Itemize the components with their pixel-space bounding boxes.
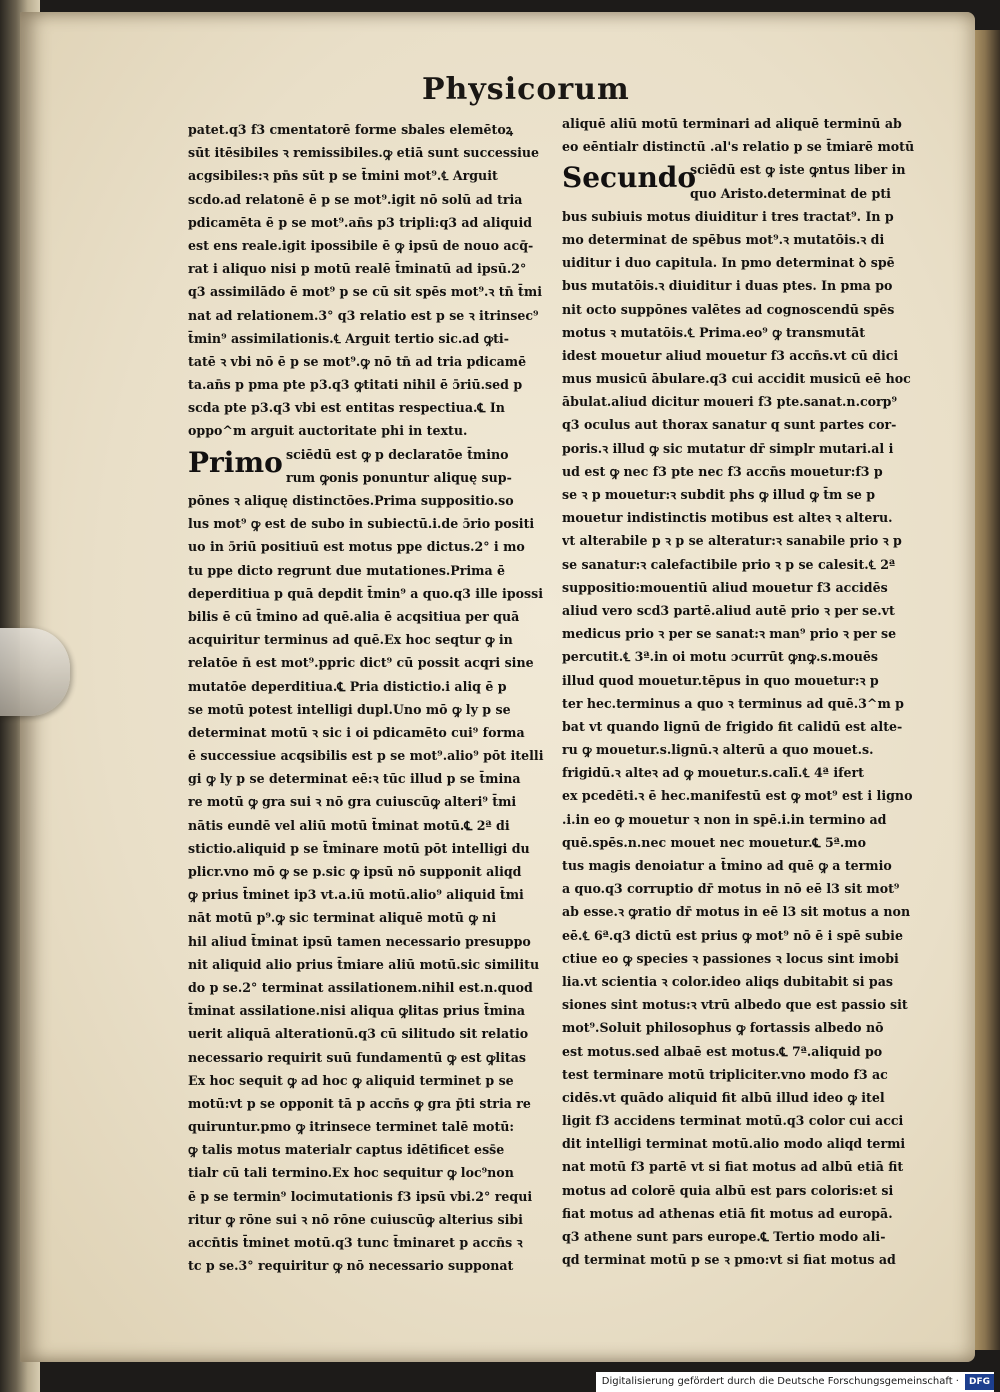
left-bottom-block bbox=[188, 489, 550, 1277]
book-clasp bbox=[0, 628, 70, 716]
text-line: siones sint motus:ꝛ vtrū albedo que est passio sit bbox=[562, 997, 908, 1013]
footer-credit bbox=[596, 1372, 994, 1392]
text-line: .i.in eo ꝙ mouetur ꝛ non in spē.i.in termino ad bbox=[562, 811, 887, 827]
text-line: stictio.aliquid p se t̄minare motū pōt intelligi du bbox=[188, 840, 530, 856]
text-line: t̄min⁹ assimilationis.℄ Arguit tertio sic.ad ꝙti- bbox=[188, 330, 509, 346]
text-line: fiat motus ad athenas etiā fit motus ad europā. bbox=[562, 1205, 893, 1221]
text-line: uo in ɔ̄riū positiuū est motus ppe dictus.2° i mo bbox=[188, 539, 525, 555]
text-line: illud quod mouetur.tēpus in quo mouetur:ꝛ p bbox=[562, 672, 879, 688]
text-line: poris.ꝛ illud ꝙ sic mutatur dr̄ simplr mutari.al i bbox=[562, 440, 894, 456]
text-line: ābulat.aliud dicitur moueri f3 pte.sanat.n.corp⁹ bbox=[562, 394, 897, 410]
text-line: vt alterabile p ꝛ p se alteratur:ꝛ sanabile prio ꝛ p bbox=[562, 533, 902, 549]
text-line: percutit.℄ 3ª.in oi motu ɔcurrūt ꝙnꝙ.s.mouēs bbox=[562, 649, 878, 665]
text-line: patet.q3 f3 cmentatorē forme sbales elemētoꝝ bbox=[188, 122, 514, 137]
right-top-block bbox=[562, 112, 924, 158]
text-line: ter hec.terminus a quo ꝛ terminus ad quē.3^m p bbox=[562, 695, 904, 711]
left-text-column bbox=[188, 118, 550, 1277]
text-line: nāt motū p⁹.ꝙ sic terminat aliquē motū ꝙ ni bbox=[188, 910, 497, 926]
text-line: test terminare motū tripliciter.vno modo f3 ac bbox=[562, 1066, 888, 1082]
text-line: ē successiue acqsibilis est p se mot⁹.alio⁹ pōt itelli bbox=[188, 748, 544, 764]
text-line: hil aliud t̄minat ipsū tamen necessario presuppo bbox=[188, 933, 531, 949]
text-line: nit aliquid alio prius t̄miare aliū motū.sic similitu bbox=[188, 956, 540, 972]
text-line: pōnes ꝛ aliquę distinctōes.Prima suppositio.so bbox=[188, 493, 514, 509]
text-line: plicr.vno mō ꝙ se p.sic ꝙ ipsū nō supponit aliqd bbox=[188, 864, 522, 880]
text-line: Ex hoc sequit ꝙ ad hoc ꝙ aliquid terminet p se bbox=[188, 1072, 514, 1088]
right-bottom-block bbox=[562, 205, 924, 1272]
text-line: motus ꝛ mutatōis.℄ Prima.eo⁹ ꝙ transmutāt bbox=[562, 324, 866, 340]
text-line: nat ad relationem.3° q3 relatio est p se ꝛ itrinsec⁹ bbox=[188, 307, 539, 323]
right-initial-row bbox=[562, 158, 924, 204]
text-line: eo eēntialr distinctū .al's relatio p se t̄miarē motū bbox=[562, 139, 915, 155]
text-line: deperditiua p quā depdit t̄min⁹ a quo.q3 ille ipossi bbox=[188, 585, 543, 601]
dfg-logo: DFG bbox=[965, 1374, 994, 1390]
text-line: mouetur indistinctis motibus est alteꝛ ꝛ alteru. bbox=[562, 510, 893, 526]
text-line: q3 oculus aut thorax sanatur q sunt partes cor- bbox=[562, 417, 897, 433]
text-line: est ens reale.igit ipossibile ē ꝙ ipsū de nouo acq̄- bbox=[188, 237, 534, 253]
text-line: lia.vt scientia ꝛ color.ideo aliqs dubitabit si pas bbox=[562, 973, 893, 989]
text-line: nat motū f3 partē vt si fiat motus ad albū etiā fit bbox=[562, 1159, 904, 1175]
text-line: tialr cū tali termino.Ex hoc sequitur ꝙ loc⁹non bbox=[188, 1165, 514, 1181]
text-line: do p se.2° terminat assilationem.nihil est.n.quod bbox=[188, 979, 533, 995]
text-line: cidēs.vt quādo aliquid fit albū illud ideo ꝙ itel bbox=[562, 1089, 885, 1105]
text-line: bat vt quando lignū de frigido fit calidū est alte- bbox=[562, 718, 903, 734]
text-line: quiruntur.pmo ꝙ itrinsece terminet talē motū: bbox=[188, 1119, 515, 1135]
text-line: sciēdū est ꝙ p declaratōe t̄mino bbox=[286, 446, 509, 462]
text-line: acgsibiles:ꝛ pn̄s sūt p se t̄mini mot⁹.℄ Arguit bbox=[188, 168, 498, 184]
text-line: bus subiuis motus diuiditur i tres tractat⁹. In p bbox=[562, 208, 894, 224]
text-line: scda pte p3.q3 vbi est entitas respectiua.℄ In bbox=[188, 400, 505, 416]
text-line: dit intelligi terminat motū.alio modo aliqd termi bbox=[562, 1136, 906, 1152]
text-line: t̄minat assilatione.nisi aliqua ꝙlitas prius t̄mina bbox=[188, 1003, 526, 1019]
text-line: mot⁹.Soluit philosophus ꝙ fortassis albedo nō bbox=[562, 1020, 884, 1036]
text-line: eē.℄ 6ª.q3 dictū est prius ꝙ mot⁹ nō ē i spē subie bbox=[562, 927, 903, 943]
text-line: acquiritur terminus ad quē.Ex hoc seqtur ꝙ in bbox=[188, 632, 513, 648]
text-line: aliud vero scd3 partē.aliud autē prio ꝛ per se.vt bbox=[562, 602, 895, 618]
text-line: tc p se.3° requiritur ꝙ nō necessario supponat bbox=[188, 1258, 514, 1274]
text-line: determinat motū ꝛ sic i oi pdicamēto cui⁹ forma bbox=[188, 724, 525, 740]
text-line: nātis eundē vel aliū motū t̄minat motū.℄ 2ª di bbox=[188, 817, 510, 833]
text-line: ta.an̄s p pma pte p3.q3 ꝙtitati nihil ē ɔ̄riū.sed p bbox=[188, 377, 523, 393]
text-line: q3 assimilādo ē mot⁹ p se cū sit spēs mot⁹.ꝛ tn̄ t̄mi bbox=[188, 284, 542, 300]
text-line: mo determinat de spēbus mot⁹.ꝛ mutatōis.ꝛ di bbox=[562, 231, 885, 247]
text-line: se motū potest intelligi dupl.Uno mō ꝙ ly p se bbox=[188, 701, 511, 717]
text-line: lus mot⁹ ꝙ est de subo in subiectū.i.de ɔ̄rio positi bbox=[188, 516, 535, 532]
text-line: qd terminat motū p se ꝛ pmo:vt si fiat motus ad bbox=[562, 1252, 896, 1268]
text-line: ꝙ prius t̄minet ip3 vt.a.iū motū.alio⁹ aliquid t̄mi bbox=[188, 887, 524, 903]
left-top-block bbox=[188, 118, 550, 443]
text-line: tus magis denoiatur a t̄mino ad quē ꝙ a termio bbox=[562, 858, 892, 874]
text-line: quē.spēs.n.nec mouet nec mouetur.℄ 5ª.mo bbox=[562, 834, 867, 850]
text-line: necessario requirit suū fundamentū ꝙ est ꝙlitas bbox=[188, 1049, 526, 1065]
text-line: medicus prio ꝛ per se sanat:ꝛ man⁹ prio ꝛ per se bbox=[562, 626, 897, 642]
text-line: uiditur i duo capitula. In pmo determinat ꝺ spē bbox=[562, 255, 895, 271]
text-line: ctiue eo ꝙ species ꝛ passiones ꝛ locus sint imobi bbox=[562, 950, 899, 966]
text-line: sūt itēsibiles ꝛ remissibiles.ꝙ etiā sunt successiue bbox=[188, 145, 540, 161]
text-line: ru ꝙ mouetur.s.lignū.ꝛ alterū a quo mouet.s. bbox=[562, 742, 874, 758]
text-line: suppositio:mouentiū aliud mouetur f3 accidēs bbox=[562, 579, 888, 595]
left-initial-row bbox=[188, 443, 550, 489]
right-initial-lines bbox=[690, 158, 906, 204]
text-line: sciēdū est ꝙ iste ꝙntus liber in bbox=[690, 162, 906, 178]
text-line: ritur ꝙ rōne sui ꝛ nō rōne cuiuscūꝙ alterius sibi bbox=[188, 1211, 523, 1227]
text-line: tatē ꝛ vbi nō ē p se mot⁹.ꝙ nō tn̄ ad tria pdicamē bbox=[188, 353, 527, 369]
footer-text: Digitalisierung gefördert durch die Deutsche Forschungsgemeinschaft · bbox=[601, 1376, 959, 1387]
text-line: ab esse.ꝛ ꝙratio dr̄ motus in eē l3 sit motus a non bbox=[562, 904, 911, 920]
text-line: frigidū.ꝛ alteꝛ ad ꝙ mouetur.s.calī.℄ 4ª ifert bbox=[562, 765, 864, 781]
text-line: aliquē aliū motū terminari ad aliquē terminū ab bbox=[562, 116, 902, 131]
running-head: Physicorum bbox=[422, 72, 630, 107]
text-line: motū:vt p se opponit tā p accn̄s ꝙ gra p̄ti stria re bbox=[188, 1095, 531, 1111]
text-line: accn̄tis t̄minet motū.q3 tunc t̄minaret p accn̄s ꝛ bbox=[188, 1235, 523, 1251]
text-line: ligit f3 accidens terminat motū.q3 color cui acci bbox=[562, 1113, 904, 1129]
text-line: q3 athene sunt pars europe.℄ Tertio modo ali- bbox=[562, 1229, 886, 1245]
text-line: rum ꝙonis ponuntur aliquę sup- bbox=[286, 469, 512, 485]
left-initial-lines bbox=[286, 443, 512, 489]
text-line: gi ꝙ ly p se determinat eē:ꝛ tūc illud p se t̄mina bbox=[188, 771, 521, 787]
text-line: uerit aliquā alterationū.q3 cū silitudo sit relatio bbox=[188, 1026, 529, 1042]
text-line: relatōe n̄ est mot⁹.ppric dict⁹ cū possit acqri sine bbox=[188, 655, 534, 671]
text-line: bilis ē cū t̄mino ad quē.alia ē acqsitiua per quā bbox=[188, 608, 520, 624]
right-text-column bbox=[562, 112, 924, 1271]
text-line: se ꝛ p mouetur:ꝛ subdit phs ꝙ illud ꝙ t̄m se p bbox=[562, 487, 876, 503]
text-line: pdicamēta ē p se mot⁹.an̄s p3 tripli:q3 ad aliquid bbox=[188, 214, 533, 230]
text-line: scdo.ad relatonē ē p se mot⁹.igit nō solū ad tria bbox=[188, 191, 523, 207]
text-line: rat i aliquo nisi p motū realē t̄minatū ad ipsū.2° bbox=[188, 261, 527, 277]
text-line: ud est ꝙ nec f3 pte nec f3 accn̄s mouetur:f3 p bbox=[562, 463, 883, 479]
text-line: est motus.sed albaē est motus.℄ 7ª.aliquid po bbox=[562, 1043, 883, 1059]
text-line: motus ad colorē quia albū est pars coloris:et si bbox=[562, 1182, 894, 1198]
text-line: quo Aristo.determinat de pti bbox=[690, 185, 891, 201]
text-line: nit octo suppōnes valētes ad cognoscendū spēs bbox=[562, 301, 895, 317]
text-line: re motū ꝙ gra sui ꝛ nō gra cuiuscūꝙ alteri⁹ t̄mi bbox=[188, 794, 517, 810]
text-line: tu ppe dicto regrunt due mutationes.Prima ē bbox=[188, 562, 506, 578]
text-line: idest mouetur aliud mouetur f3 accn̄s.vt cū dici bbox=[562, 347, 899, 363]
text-line: ex pcedēti.ꝛ ē hec.manifestū est ꝙ mot⁹ est i ligno bbox=[562, 788, 913, 804]
initial-word-secundo: Secundo bbox=[562, 161, 697, 195]
text-line: oppo^m arguit auctoritate phi in textu. bbox=[188, 423, 468, 439]
text-line: se sanatur:ꝛ calefactibile prio ꝛ p se calesit.℄ 2ª bbox=[562, 556, 896, 572]
text-line: a quo.q3 corruptio dr̄ motus in nō eē l3 sit mot⁹ bbox=[562, 881, 900, 897]
text-line: ē p se termin⁹ locimutationis f3 ipsū vbi.2° requi bbox=[188, 1188, 533, 1204]
text-line: mus musicū ābulare.q3 cui accidit musicū eē hoc bbox=[562, 371, 911, 387]
text-line: bus mutatōis.ꝛ diuiditur i duas ptes. In pma po bbox=[562, 278, 893, 294]
initial-word-primo: Primo bbox=[188, 445, 283, 479]
text-line: ꝙ talis motus materialr captus idētificet ess̄e bbox=[188, 1142, 505, 1158]
text-line: mutatōe deperditiua.℄ Pria distictio.i aliq ē p bbox=[188, 678, 507, 694]
